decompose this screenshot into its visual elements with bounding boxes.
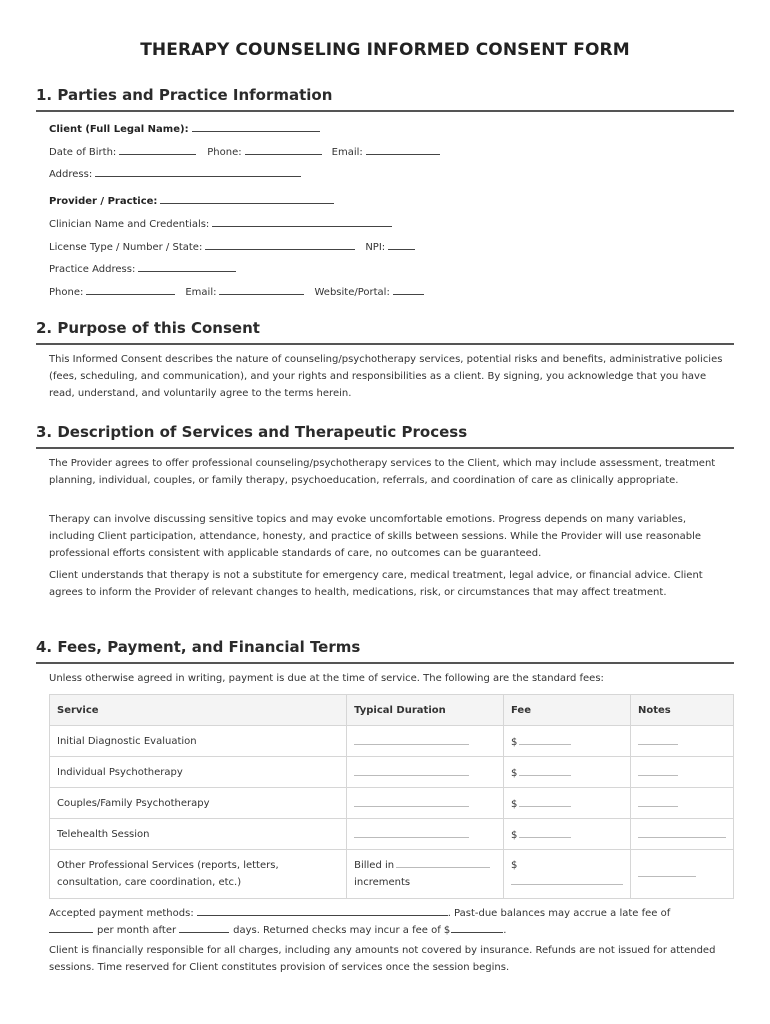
services-paragraph-2: Therapy can involve discussing sensitive topics and may evoke uncomfortable emotions. Progress depends on many variables, including Client participation, attendance, honesty, and practice of skills between sessions. While the Provider will use reasonable professional efforts consistent with applicable standards of care, no outcomes can be guaranteed. [49,514,702,559]
purpose-paragraph: This Informed Consent describes the nature of counseling/psychotherapy services, potential risks and benefits, administrative policies (fees, scheduling, and communication), and your rights and responsibilities as a client. By signing, you acknowledge that you have read, understand, and voluntarily agree to the terms herein. [49,354,723,399]
npi-label: NPI: [365,242,386,253]
provider-row [49,193,334,207]
col-fee: Fee [503,695,630,726]
section-3-heading: 3. Description of Services and Therapeutic Process [36,423,734,449]
duration-field[interactable] [354,765,469,776]
npi-field[interactable] [388,239,415,250]
practice-phone-field[interactable] [86,284,175,295]
dob-label: Date of Birth: [49,147,117,158]
section-4-heading: 4. Fees, Payment, and Financial Terms [36,638,734,664]
service-cell: Other Professional Services (reports, letters, consultation, care coordination, etc.) [50,850,347,899]
license-label: License Type / Number / State: [49,242,203,253]
duration-field[interactable] [354,734,469,745]
service-cell: Individual Psychotherapy [50,757,347,788]
payment-methods-row: Accepted payment methods: . Past-due balances may accrue a late fee of [49,905,670,919]
late-days-field[interactable] [179,922,229,933]
table-row [50,726,734,757]
fee-currency: $ [510,830,518,841]
client-address-row [49,166,301,180]
fee-field[interactable] [519,827,571,838]
practice-email-field[interactable] [219,284,304,295]
client-name-field[interactable] [192,121,320,132]
client-name-label: Client (Full Legal Name): [49,124,189,135]
fee-field[interactable] [519,765,571,776]
email-label: Email: [331,147,363,158]
clinician-field[interactable] [212,216,392,227]
phone-label: Phone: [207,147,242,158]
form-title: THERAPY COUNSELING INFORMED CONSENT FORM [140,40,630,60]
license-row [49,239,415,253]
notes-field[interactable] [638,734,678,745]
service-cell: Initial Diagnostic Evaluation [50,726,347,757]
financial-responsibility-paragraph: Client is financially responsible for all charges, including any amounts not covered by insurance. Refunds are not issued for attended sessions. Time reserved for Client constitutes provision of services once the session begins. [49,945,716,973]
clinician-label: Clinician Name and Credentials: [49,219,210,230]
services-paragraph-1: The Provider agrees to offer professional counseling/psychotherapy services to the Client, which may include assessment, treatment planning, individual, couples, or family therapy, psychoeducation, referrals, and coordination of care as clinically appropriate. [49,458,716,486]
license-field[interactable] [205,239,355,250]
col-notes: Notes [630,695,733,726]
website-field[interactable] [393,284,424,295]
services-paragraph-3: Client understands that therapy is not a substitute for emergency care, medical treatment, legal advice, or financial advice. Client agrees to inform the Provider of relevant changes to health, medications, risk, or circumstances that may affect treatment. [49,570,703,598]
table-row [50,850,734,899]
table-row [50,819,734,850]
section-2-heading: 2. Purpose of this Consent [36,319,734,345]
notes-field[interactable] [638,765,678,776]
table-row [50,757,734,788]
late-fee-field[interactable] [49,922,93,933]
service-cell: Couples/Family Psychotherapy [50,788,347,819]
practice-address-field[interactable] [138,261,236,272]
fee-field[interactable] [519,796,571,807]
col-service: Service [50,695,347,726]
section-1-heading: 1. Parties and Practice Information [36,86,734,112]
provider-label: Provider / Practice: [49,196,158,207]
service-cell: Telehealth Session [50,819,347,850]
practice-phone-label: Phone: [49,287,84,298]
payment-methods-field[interactable] [197,905,448,916]
fees-intro: Unless otherwise agreed in writing, payment is due at the time of service. The following are the standard fees: [49,673,604,684]
notes-field[interactable] [638,866,696,877]
practice-address-row [49,261,236,275]
fee-currency: $ [510,768,518,779]
col-duration: Typical Duration [347,695,504,726]
dob-field[interactable] [119,144,196,155]
increment-field[interactable] [396,857,490,868]
returned-check-fee-field[interactable] [451,922,503,933]
fee-table [49,694,734,899]
fee-currency: $ [510,860,518,871]
practice-address-label: Practice Address: [49,264,136,275]
duration-field[interactable] [354,827,469,838]
fee-field[interactable] [519,734,571,745]
email-field[interactable] [366,144,440,155]
client-contact-row [49,144,440,158]
fee-currency: $ [510,737,518,748]
client-name-row [49,121,320,135]
notes-field[interactable] [638,796,678,807]
address-field[interactable] [95,166,301,177]
phone-field[interactable] [245,144,322,155]
clinician-row [49,216,392,230]
late-fee-row: per month after days. Returned checks may incur a fee of $ . [49,922,506,936]
fee-table-header [50,695,734,726]
address-label: Address: [49,169,93,180]
duration-cell: Billed in increments [347,850,504,899]
practice-contact-row [49,284,424,298]
duration-field[interactable] [354,796,469,807]
fee-currency: $ [510,799,518,810]
practice-email-label: Email: [185,287,217,298]
table-row [50,788,734,819]
provider-field[interactable] [160,193,334,204]
fee-field[interactable] [511,874,623,885]
fee-cell [503,850,630,899]
notes-field[interactable] [638,827,726,838]
website-label: Website/Portal: [314,287,390,298]
